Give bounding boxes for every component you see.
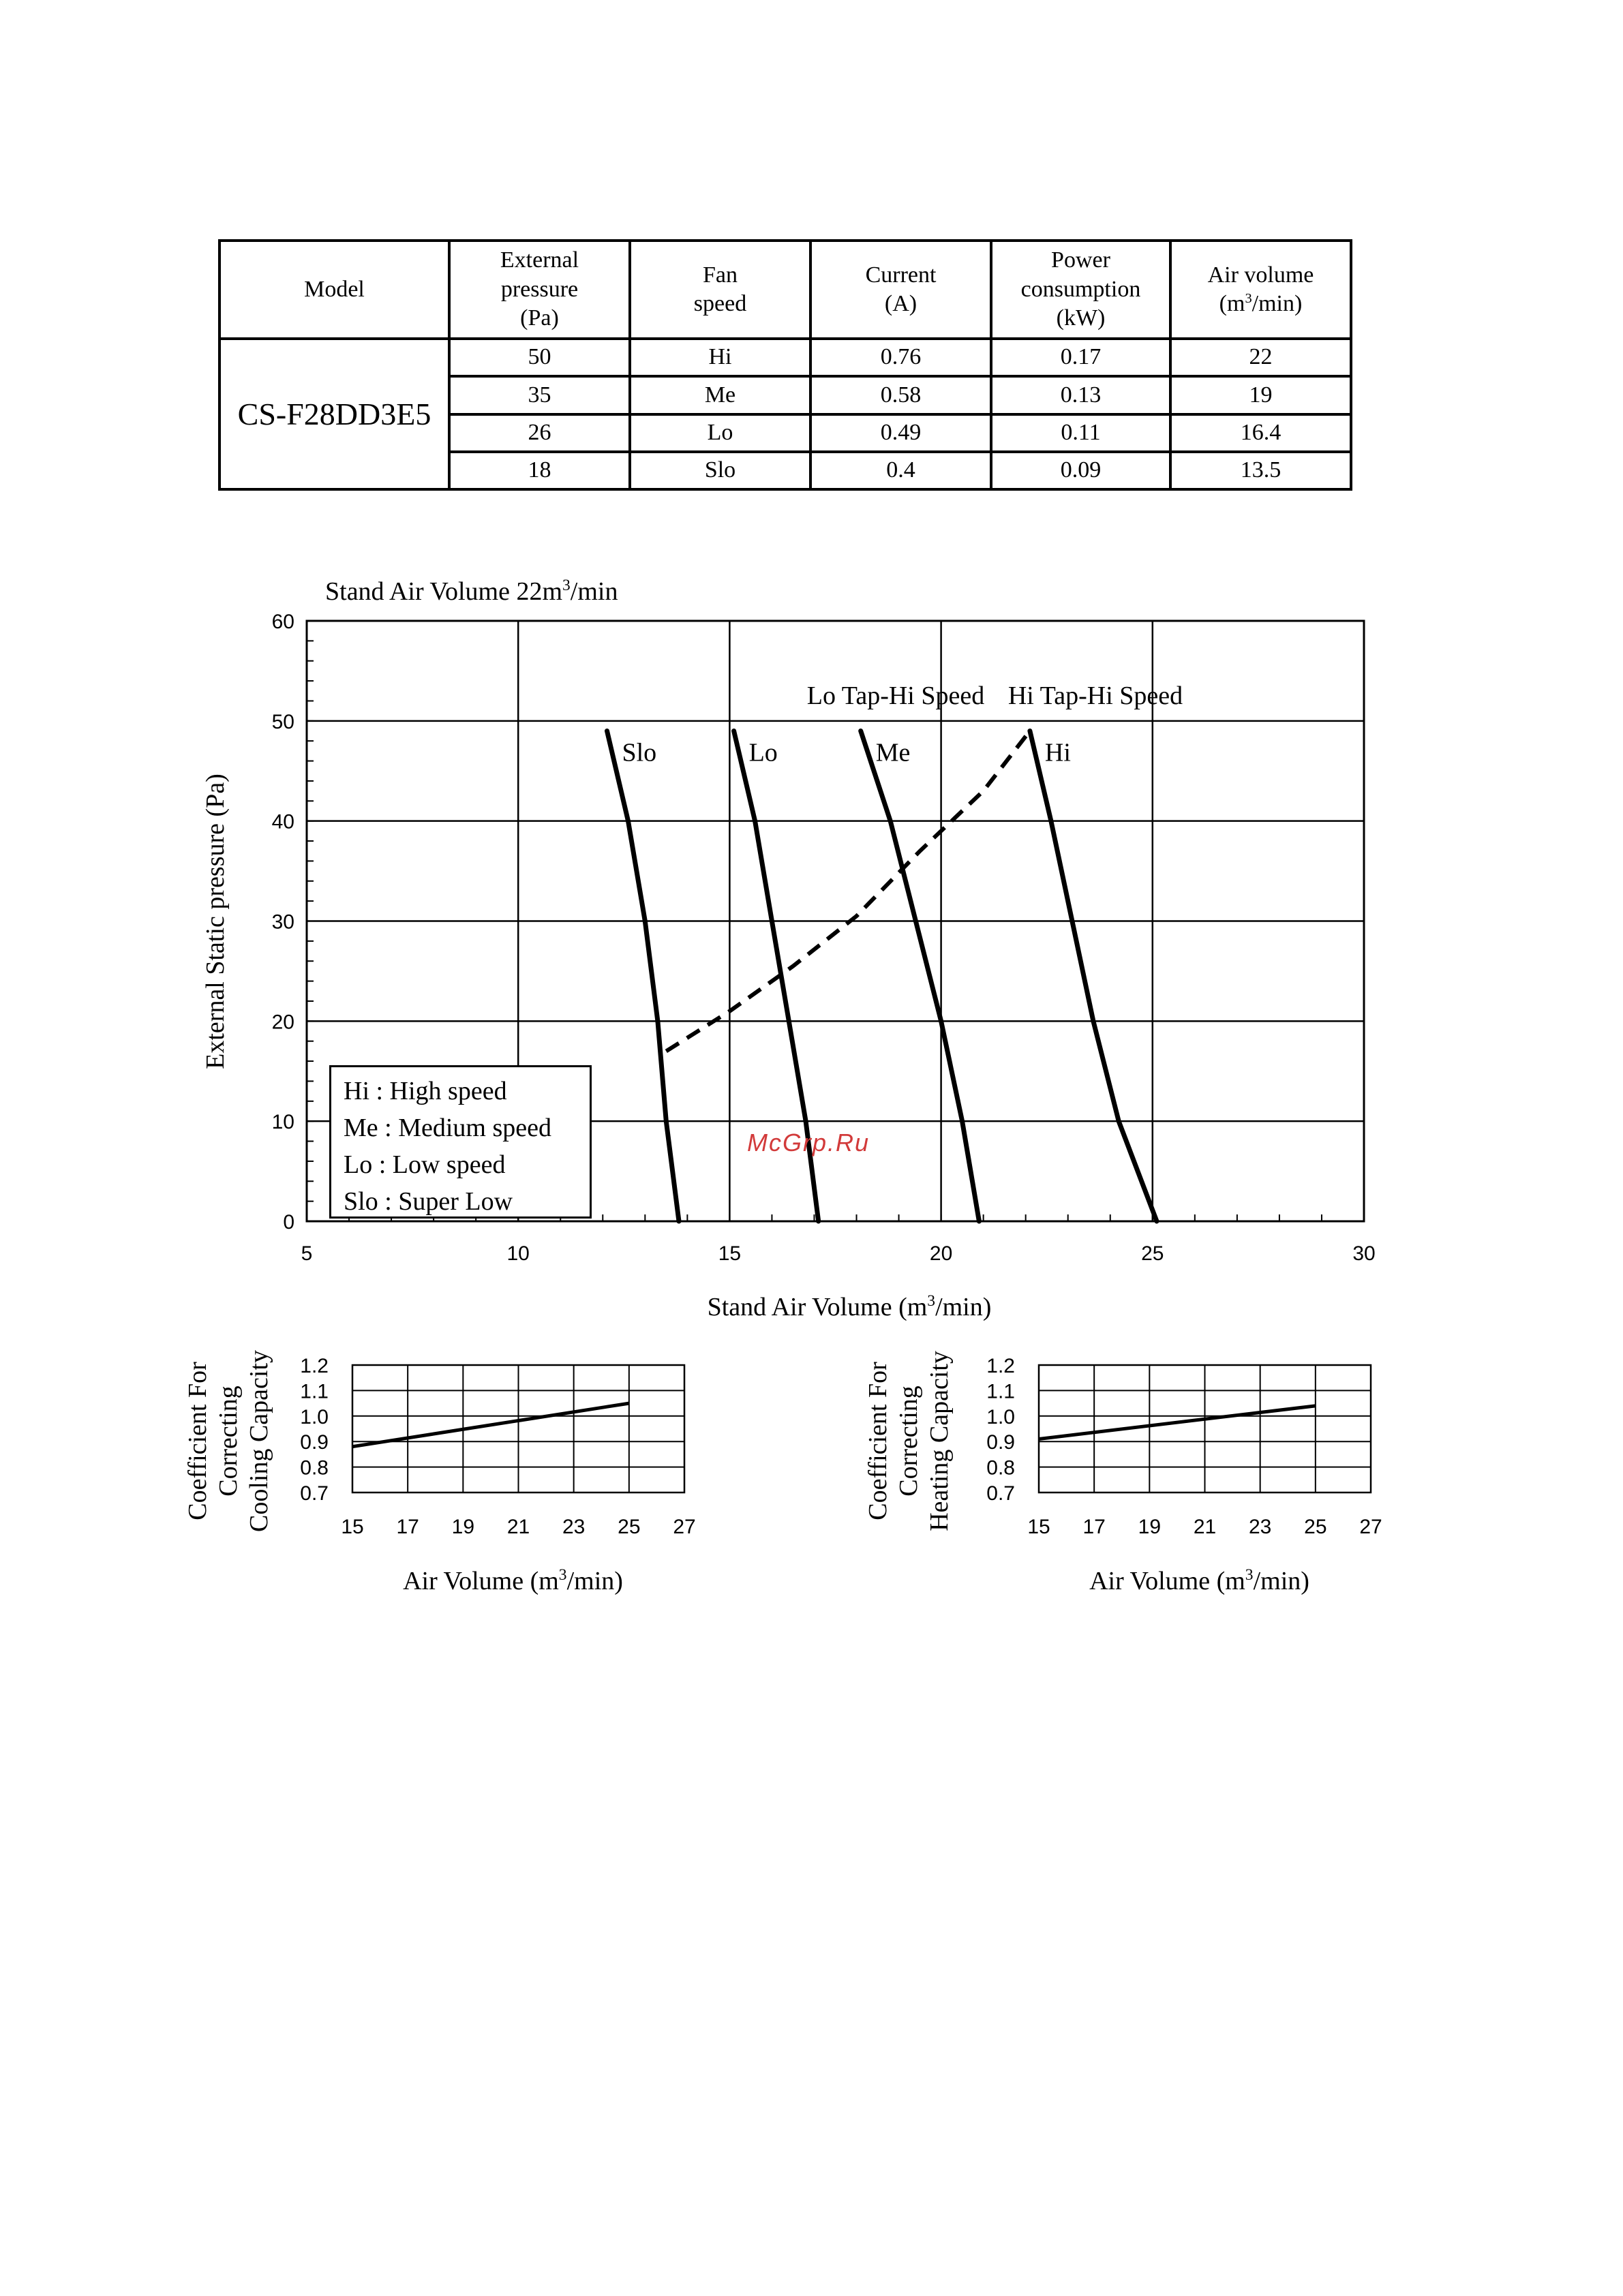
- table-cell: 16.4: [1170, 414, 1351, 452]
- series-label-slo: Slo: [622, 738, 657, 767]
- y-tick-label: 60: [271, 611, 294, 633]
- y-axis-label-line: Cooling Capacity: [245, 1349, 273, 1533]
- y-axis-label: External Static pressure (Pa): [201, 774, 230, 1069]
- legend-item-lo: Lo : Low speed: [344, 1150, 506, 1179]
- series-label-me: Me: [875, 738, 911, 767]
- series-line-hi: [1030, 731, 1157, 1222]
- y-axis-label-line: Heating Capacity: [925, 1351, 954, 1531]
- table-cell: 50: [449, 339, 630, 376]
- dashed-series-line: [666, 731, 1030, 1052]
- y-tick-label: 0: [283, 1211, 294, 1234]
- coefficient-line: [352, 1403, 629, 1447]
- table-cell: 19: [1170, 376, 1351, 414]
- x-tick-label: 17: [1082, 1516, 1106, 1538]
- x-tick-label: 23: [1248, 1516, 1272, 1538]
- y-tick-label: 0.9: [986, 1431, 1015, 1454]
- y-tick-label: 0.8: [986, 1456, 1015, 1480]
- table-cell: 0.49: [810, 414, 991, 452]
- header-model: Model: [219, 241, 449, 339]
- chart-legend: [329, 1065, 592, 1219]
- y-tick-label: 1.2: [300, 1355, 329, 1377]
- model-cell: CS-F28DD3E5: [219, 339, 449, 489]
- series-label-lo: Lo: [748, 738, 778, 767]
- header-fan-speed: Fan speed: [630, 241, 810, 339]
- y-axis-label-line: Correcting: [214, 1386, 243, 1497]
- table-cell: Hi: [630, 339, 810, 376]
- x-tick-label: 30: [1352, 1242, 1376, 1265]
- table-cell: 0.13: [991, 376, 1170, 414]
- y-axis-label-line: Coefficient For: [864, 1362, 892, 1520]
- table-cell: 18: [449, 452, 630, 489]
- coefficient-line: [1039, 1406, 1316, 1439]
- x-tick-label: 15: [341, 1516, 364, 1538]
- series-label-hi: Hi: [1044, 738, 1071, 767]
- cooling-coefficient-chart: [183, 1350, 696, 1595]
- x-tick-label: 15: [1027, 1516, 1050, 1538]
- y-axis-label-line: Correcting: [894, 1386, 923, 1497]
- table-cell: 13.5: [1170, 452, 1351, 489]
- table-cell: Lo: [630, 414, 810, 452]
- table-cell: 0.11: [991, 414, 1170, 452]
- table-cell: 0.58: [810, 376, 991, 414]
- header-air-volume-label: Air volume: [1207, 262, 1314, 288]
- annotation-hi-tap: Hi Tap-Hi Speed: [1007, 682, 1183, 710]
- table-cell: 0.17: [991, 339, 1170, 376]
- legend-item-me: Me : Medium speed: [344, 1114, 552, 1142]
- x-tick-label: 21: [1193, 1516, 1217, 1538]
- y-tick-label: 0.7: [300, 1482, 329, 1505]
- table-cell: 26: [449, 414, 630, 452]
- table-cell: 0.4: [810, 452, 991, 489]
- y-tick-label: 40: [271, 810, 294, 833]
- y-tick-label: 1.0: [300, 1405, 329, 1428]
- x-axis-label: Air Volume $(m^3/\min)$: [403, 1566, 623, 1595]
- x-tick-label: 23: [562, 1516, 586, 1538]
- header-air-volume-unit: $(m^3/\min)$: [1219, 290, 1303, 316]
- series-line-slo: [607, 731, 680, 1222]
- y-tick-label: 1.0: [986, 1405, 1015, 1428]
- y-tick-label: 1.1: [300, 1380, 329, 1403]
- x-tick-label: 27: [673, 1516, 696, 1538]
- x-tick-label: 27: [1359, 1516, 1382, 1538]
- y-tick-label: 20: [271, 1011, 294, 1034]
- table-cell: 35: [449, 376, 630, 414]
- x-axis-label: Stand Air Volume $(m^3/\min)$: [707, 1292, 992, 1321]
- x-tick-label: 21: [506, 1516, 530, 1538]
- y-tick-label: 0.8: [300, 1456, 329, 1480]
- header-power-consumption: Power consumption (kW): [991, 241, 1170, 339]
- x-tick-label: 19: [1138, 1516, 1162, 1538]
- y-tick-label: 30: [271, 910, 294, 934]
- chart-title: Stand Air Volume $22m^3/\min$: [325, 577, 618, 606]
- watermark: McGrp.Ru: [747, 1129, 870, 1157]
- table-cell: Slo: [630, 452, 810, 489]
- x-tick-label: 20: [929, 1242, 953, 1265]
- table-cell: 22: [1170, 339, 1351, 376]
- y-tick-label: 0.7: [986, 1482, 1015, 1505]
- annotation-lo-tap: Lo Tap-Hi Speed: [806, 682, 985, 710]
- x-tick-label: 10: [506, 1242, 530, 1265]
- table-cell: 0.09: [991, 452, 1170, 489]
- header-current: Current (A): [810, 241, 991, 339]
- y-tick-label: 1.1: [986, 1380, 1015, 1403]
- header-external-pressure: External pressure (Pa): [449, 241, 630, 339]
- x-tick-label: 17: [396, 1516, 419, 1538]
- table-cell: Me: [630, 376, 810, 414]
- legend-item-hi: Hi : High speed: [344, 1077, 507, 1105]
- x-tick-label: 19: [451, 1516, 475, 1538]
- heating-coefficient-chart: [864, 1351, 1382, 1595]
- x-tick-label: 25: [1304, 1516, 1327, 1538]
- legend-item-slo: Slo : Super Low: [344, 1187, 513, 1216]
- x-tick-label: 25: [1141, 1242, 1164, 1265]
- x-tick-label: 25: [618, 1516, 641, 1538]
- x-tick-label: 15: [718, 1242, 742, 1265]
- x-axis-label: Air Volume $(m^3/\min)$: [1089, 1566, 1309, 1595]
- y-tick-label: 50: [271, 710, 294, 733]
- series-line-me: [861, 731, 980, 1222]
- y-tick-label: 0.9: [300, 1431, 329, 1454]
- table-cell: 0.76: [810, 339, 991, 376]
- x-tick-label: 5: [301, 1242, 313, 1265]
- y-tick-label: 10: [271, 1111, 294, 1134]
- y-axis-label-line: Coefficient For: [183, 1362, 212, 1520]
- y-tick-label: 1.2: [986, 1355, 1015, 1377]
